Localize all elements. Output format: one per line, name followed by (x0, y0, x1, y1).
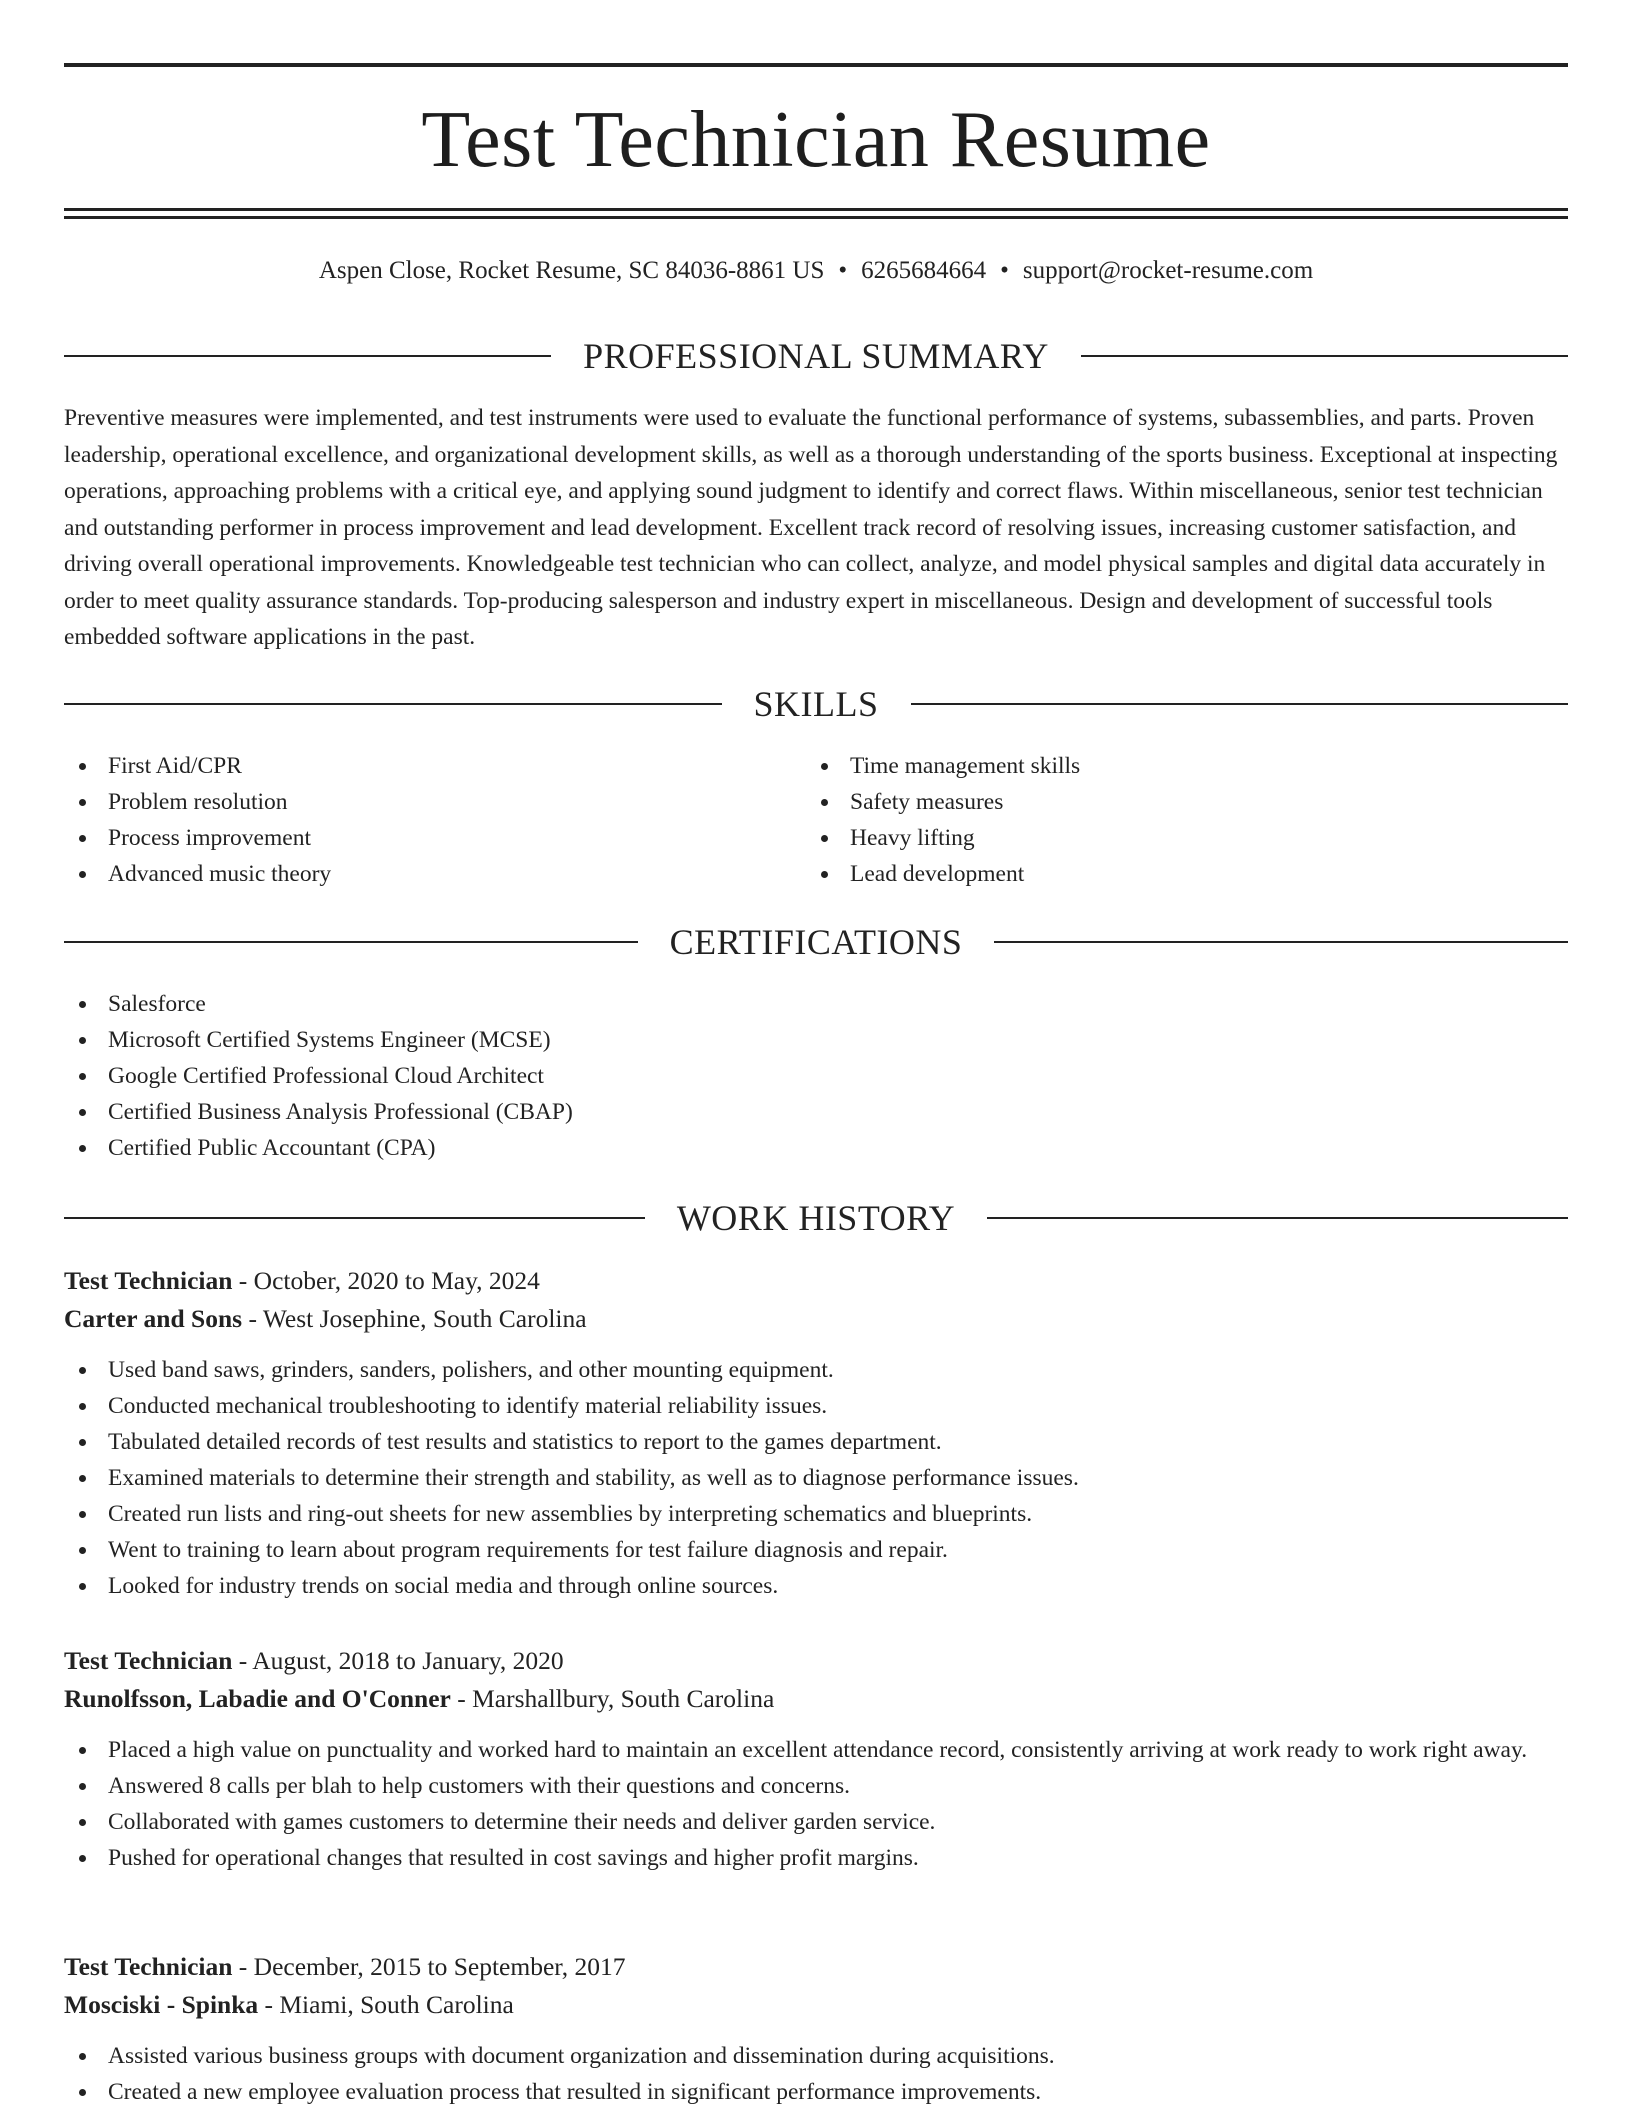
job-company: Carter and Sons (64, 1304, 243, 1333)
job-duty-item: Went to training to learn about program requirements for test failure diagnosis and repair. (64, 1532, 1568, 1568)
skill-item: Time management skills (806, 748, 1506, 784)
skill-item: Lead development (806, 856, 1506, 892)
heading-rule-right (994, 941, 1568, 943)
heading-rule-left (64, 1217, 645, 1219)
job-duties-list (64, 1732, 1568, 1876)
contact-address: Aspen Close, Rocket Resume, SC 84036-8861 US (318, 257, 825, 284)
skill-item: Heavy lifting (806, 820, 1506, 856)
contact-email: support@rocket-resume.com (1022, 257, 1314, 284)
job-company-line (64, 1680, 1568, 1718)
certifications-heading-label: CERTIFICATIONS (669, 922, 963, 962)
job-duty-item: Answered 8 calls per blah to help customers with their questions and concerns. (64, 1768, 1568, 1804)
skills-heading-label: SKILLS (753, 684, 879, 724)
contact-separator: • (838, 257, 848, 284)
header-double-rule-upper (64, 208, 1568, 211)
job-duty-item: Examined materials to determine their strength and stability, as well as to diagnose performance issues. (64, 1460, 1568, 1496)
heading-rule-right (1081, 355, 1568, 357)
header-top-rule (64, 63, 1568, 67)
job-dates: - October, 2020 to May, 2024 (232, 1266, 540, 1295)
page-title: Test Technician Resume (421, 96, 1211, 184)
job-duty-item: Collaborated with games customers to determine their needs and deliver garden service. (64, 1804, 1568, 1840)
job-duty-item: Tabulated detailed records of test results and statistics to report to the games department. (64, 1424, 1568, 1460)
summary-heading-label: PROFESSIONAL SUMMARY (583, 336, 1049, 376)
contact-line (64, 254, 1568, 288)
job-duties-list (64, 2038, 1568, 2110)
job-duty-item: Looked for industry trends on social media and through online sources. (64, 1568, 1568, 1604)
job-duty-item: Assisted various business groups with document organization and dissemination during acquisitions. (64, 2038, 1568, 2074)
job-company-line (64, 1986, 1568, 2024)
heading-rule-right (911, 703, 1569, 705)
certifications-list (64, 986, 1568, 1166)
heading-rule-left (64, 355, 551, 357)
job-company: Runolfsson, Labadie and O'Conner (64, 1684, 451, 1713)
skill-item: Safety measures (806, 784, 1506, 820)
job-duty-item: Placed a high value on punctuality and worked hard to maintain an excellent attendance record, consistently arriving at work ready to work right away. (64, 1732, 1568, 1768)
job-entry (64, 1262, 1568, 1604)
skills-list-left (64, 748, 764, 892)
skill-item: Problem resolution (64, 784, 764, 820)
heading-rule-left (64, 703, 722, 705)
heading-rule-right (987, 1217, 1568, 1219)
contact-phone: 6265684664 (861, 257, 987, 284)
job-title: Test Technician (64, 1646, 233, 1675)
job-title-line (64, 1948, 1568, 1986)
job-title-line (64, 1262, 1568, 1300)
job-duty-item: Pushed for operational changes that resulted in cost savings and higher profit margins. (64, 1840, 1568, 1876)
certification-item: Microsoft Certified Systems Engineer (MCSE) (64, 1022, 1568, 1058)
job-title: Test Technician (64, 1266, 233, 1295)
job-company: Mosciski - Spinka (64, 1990, 259, 2019)
skills-section-heading (64, 682, 1568, 726)
job-company-line (64, 1300, 1568, 1338)
skill-item: Advanced music theory (64, 856, 764, 892)
job-duty-item: Created a new employee evaluation process that resulted in significant performance improvements. (64, 2074, 1568, 2110)
job-duty-item: Created run lists and ring-out sheets for new assemblies by interpreting schematics and blueprints. (64, 1496, 1568, 1532)
work-history-heading-label: WORK HISTORY (676, 1198, 956, 1238)
professional-summary-text: Preventive measures were implemented, and test instruments were used to evaluate the functional performance of systems, subassemblies, and parts. Proven leadership, operational excellence, and organizational development skills, as well as a thorough understanding of the sports business. Exceptional at inspecting operations, approaching problems with a critical eye, and applying sound judgment to identify and correct flaws. Within miscellaneous, senior test technician and outstanding performer in process improvement and lead development. Excellent track record of resolving issues, increasing customer satisfaction, and driving overall operational improvements. Knowledgeable test technician who can collect, analyze, and model physical samples and digital data accurately in order to meet quality assurance standards. Top-producing salesperson and industry expert in miscellaneous. Design and development of successful tools embedded software applications in the past. (64, 405, 1558, 650)
skill-item: Process improvement (64, 820, 764, 856)
job-duty-item: Used band saws, grinders, sanders, polishers, and other mounting equipment. (64, 1352, 1568, 1388)
heading-rule-left (64, 941, 638, 943)
job-duties-list (64, 1352, 1568, 1604)
job-location: - Marshallbury, South Carolina (450, 1684, 775, 1713)
work-history-section-heading (64, 1196, 1568, 1240)
job-entry (64, 1642, 1568, 1876)
certification-item: Salesforce (64, 986, 1568, 1022)
job-dates: - August, 2018 to January, 2020 (232, 1646, 564, 1675)
job-title: Test Technician (64, 1952, 233, 1981)
certification-item: Google Certified Professional Cloud Architect (64, 1058, 1568, 1094)
job-entry (64, 1948, 1568, 2110)
job-title-line (64, 1642, 1568, 1680)
skills-list-right (806, 748, 1506, 892)
job-location: - Miami, South Carolina (258, 1990, 514, 2019)
job-location: - West Josephine, South Carolina (242, 1304, 587, 1333)
contact-separator: • (1000, 257, 1009, 284)
job-dates: - December, 2015 to September, 2017 (232, 1952, 626, 1981)
certification-item: Certified Public Accountant (CPA) (64, 1130, 1568, 1166)
header-double-rule-lower (64, 216, 1568, 219)
summary-section-heading (64, 334, 1568, 378)
job-duty-item: Conducted mechanical troubleshooting to identify material reliability issues. (64, 1388, 1568, 1424)
certifications-section-heading (64, 920, 1568, 964)
skill-item: First Aid/CPR (64, 748, 764, 784)
certification-item: Certified Business Analysis Professional (CBAP) (64, 1094, 1568, 1130)
